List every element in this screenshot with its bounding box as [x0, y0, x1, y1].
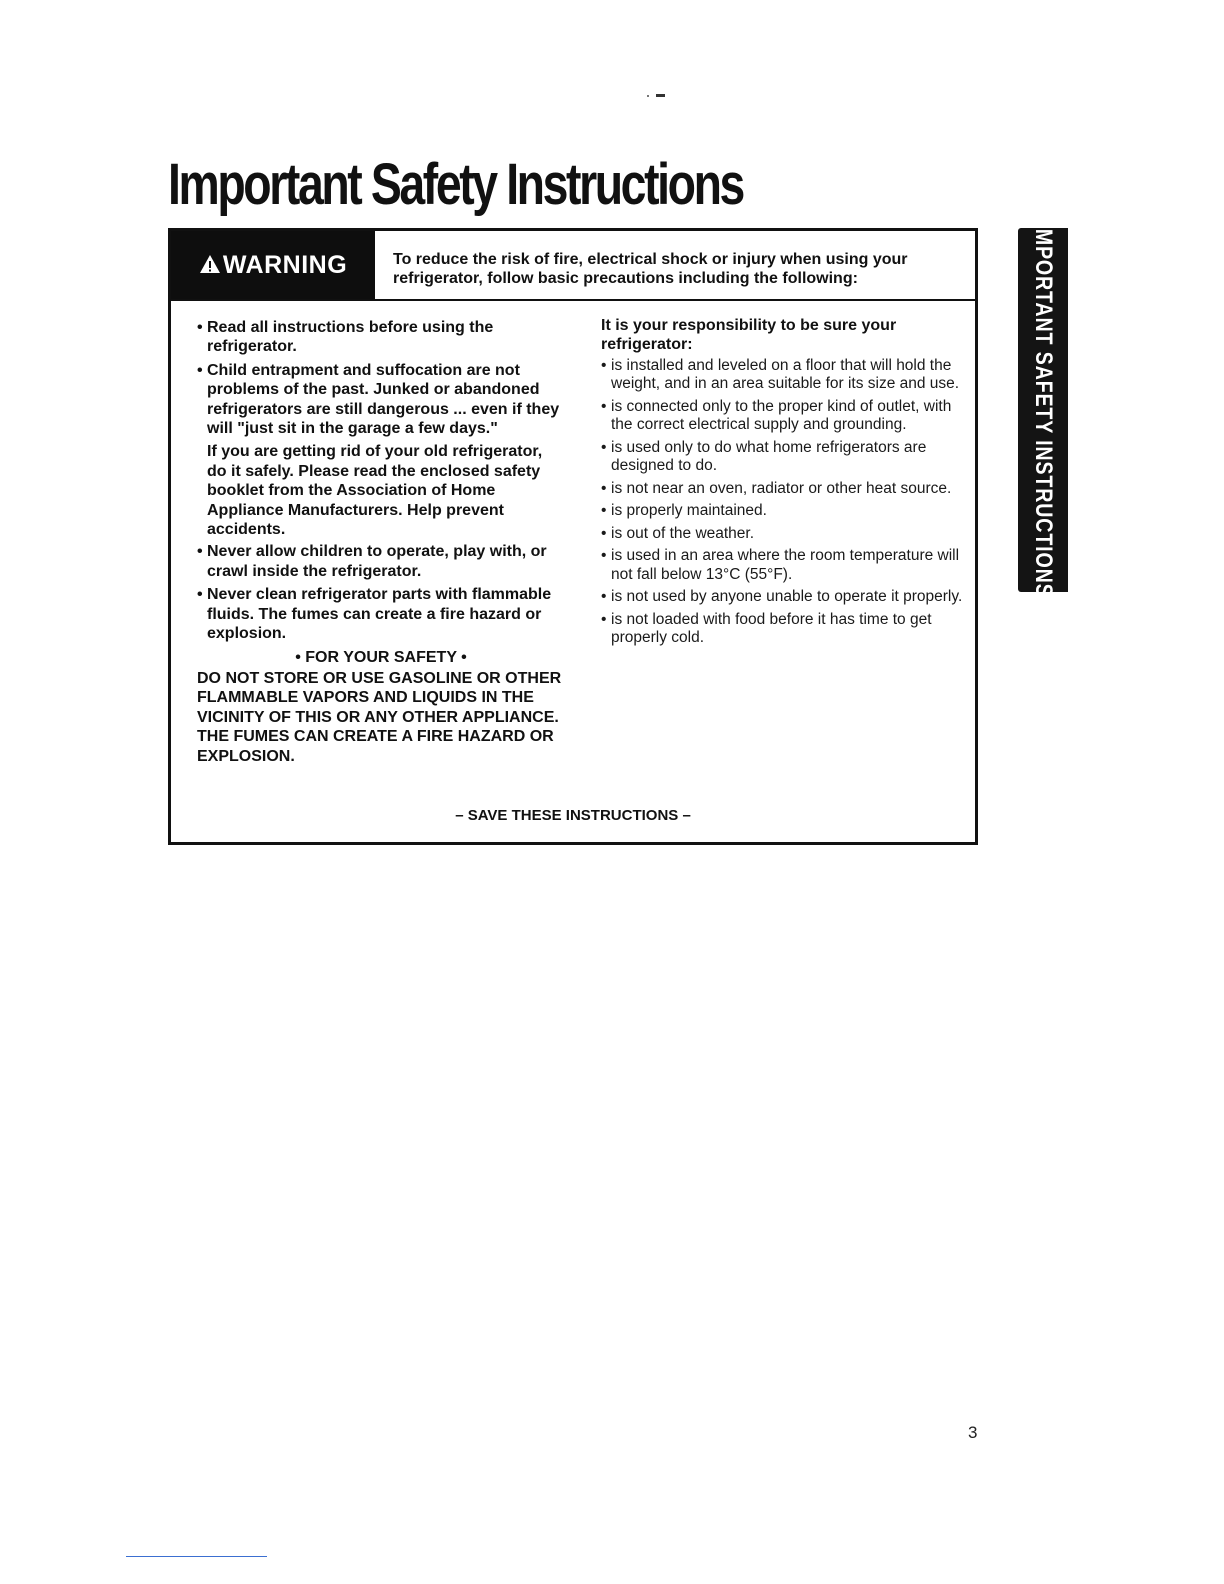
- side-tab-label: IMPORTANT SAFETY INSTRUCTIONS: [1030, 222, 1057, 598]
- warning-intro: To reduce the risk of fire, electrical shock or injury when using your refrigerator, follow basic precautions including the following:: [393, 251, 908, 287]
- child-followup-text: If you are getting rid of your old refrigerator, do it safely. Please read the enclosed safety booklet from the Association of Home Appliance Manufacturers. Help prevent accidents.: [207, 443, 543, 539]
- bullet-icon: •: [601, 438, 607, 456]
- list-item: • is connected only to the proper kind of outlet, with the correct electrical supply and grounding.: [601, 397, 952, 434]
- section-side-tab: [1018, 222, 1068, 598]
- warning-label: WARNING: [222, 250, 348, 279]
- list-item: • Child entrapment and suffocation are not problems of the past. Junked or abandoned refrigerators are still dangerous ... even if they will "just sit in the garage a few days.": [197, 361, 560, 438]
- gasoline-warning: DO NOT STORE OR USE GASOLINE OR OTHER FLAMMABLE VAPORS AND LIQUIDS IN THE VICINITY OF THIS OR ANY OTHER APPLIANCE. THE FUMES CAN CREATE A FIRE HAZARD OR EXPLOSION.: [197, 669, 562, 765]
- warning-triangle-icon: [199, 254, 221, 274]
- bullet-icon: •: [601, 610, 607, 628]
- bullet-icon: •: [197, 361, 203, 379]
- bullet-icon: •: [601, 356, 607, 374]
- left-bullets-more: [197, 542, 565, 643]
- list-item: • is out of the weather.: [601, 524, 755, 542]
- page-number: 3: [968, 1423, 978, 1442]
- list-item: • is not used by anyone unable to operate it properly.: [601, 588, 963, 606]
- save-instructions-note: – SAVE THESE INSTRUCTIONS –: [455, 807, 691, 824]
- bullet-icon: •: [601, 547, 607, 565]
- responsibility-list: [601, 357, 971, 648]
- scan-speck: [647, 95, 649, 97]
- list-item: • is used in an area where the room temperature will not fall below 13°C (55°F).: [601, 547, 960, 583]
- list-item: • is not loaded with food before it has time to get properly cold.: [601, 610, 932, 647]
- list-item: • is installed and leveled on a floor that will hold the weight, and in an area suitable for its size and use.: [601, 356, 960, 393]
- list-item: • is properly maintained.: [601, 502, 767, 520]
- list-item: • is not near an oven, radiator or other heat source.: [601, 479, 952, 497]
- responsibility-heading: It is your responsibility to be sure your refrigerator:: [601, 317, 897, 354]
- scan-speck: [656, 94, 665, 97]
- for-your-safety-heading: • FOR YOUR SAFETY •: [295, 648, 467, 666]
- bullet-icon: •: [601, 479, 607, 497]
- bullet-icon: •: [197, 543, 203, 561]
- warning-label-block: [171, 231, 375, 299]
- list-item: • Never allow children to operate, play with, or crawl inside the refrigerator.: [197, 543, 547, 580]
- left-bullets: [197, 318, 565, 438]
- bullet-icon: •: [601, 588, 607, 606]
- list-item: • is used only to do what home refrigerators are designed to do.: [601, 438, 927, 475]
- bullet-icon: •: [197, 319, 203, 336]
- footer-rule: [126, 1556, 267, 1557]
- bullet-icon: •: [601, 502, 607, 520]
- bullet-icon: •: [601, 524, 607, 542]
- left-column: [197, 318, 565, 766]
- page-title: Important Safety Instructions: [168, 152, 743, 217]
- bullet-icon: •: [197, 586, 203, 604]
- bullet-icon: •: [601, 397, 607, 415]
- right-column: [601, 316, 971, 652]
- safety-box: [168, 228, 978, 845]
- list-item: • Read all instructions before using the refrigerator.: [197, 319, 494, 356]
- list-item: • Never clean refrigerator parts with flammable fluids. The fumes can create a fire hazard or explosion.: [197, 586, 552, 643]
- warning-header: [171, 231, 975, 301]
